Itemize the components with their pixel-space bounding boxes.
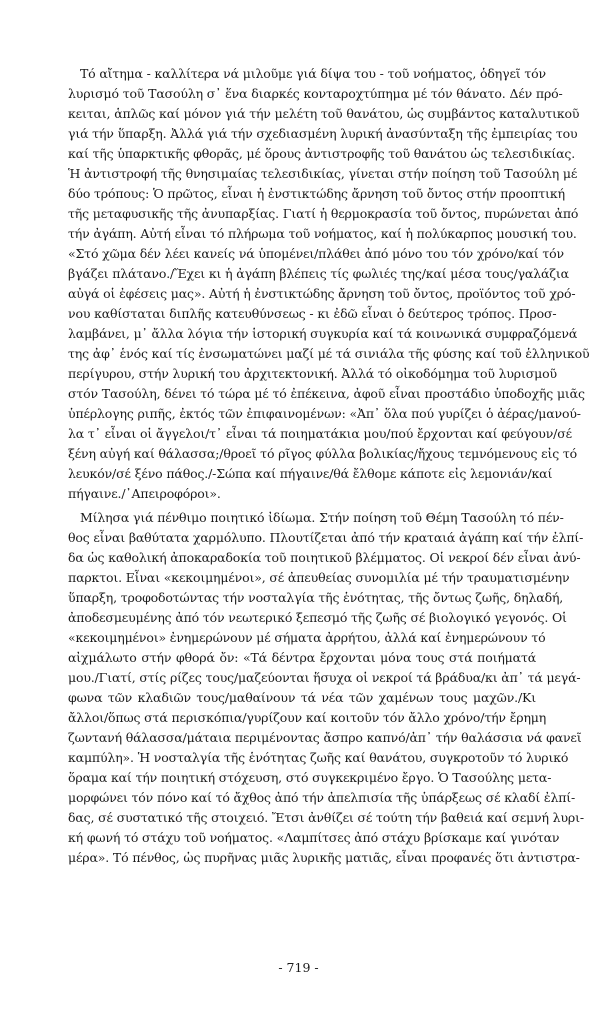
text-line: δας, σέ συστατικό τῆς στοιχειό. Ἔτσι ἀνθίζει σέ τούτη τήν βαθειά καί σεμνή λυρι- [68,810,584,825]
text-line: μου./Γιατί, στίς ρίζες τους/μαζεύονται ἥσυχα οἱ νεκροί τά βράδυα/κι ἀπ᾽ τά μεγά- [68,670,581,685]
text-line: νου καθίσταται διπλῆς κατευθύνσεως - κι ἐδῶ εἶναι ὁ δεύτερος τρόπος. Προσ- [68,306,557,321]
text-line: της ἀφ᾽ ἑνός καί τίς ἐνσωματώνει μαζί μέ τά σινιάλα τῆς φύσης καί τοῦ ἑλληνικοῦ [68,346,590,361]
text-line: καμπύλη». Ἡ νοσταλγία τῆς ἑνότητας ζωῆς καί θανάτου, συγκροτοῦν τό λυρικό [68,750,569,765]
text-line: «Στό χῶμα δέν λέει κανείς νά ὑπομένει/πλάθει ἀπό μόνο του τόν χρόνο/καί τόν [68,246,564,261]
text-line: λα τ᾽ εἶναι οἱ ἄγγελοι/τ᾽ εἶναι τά ποιηματάκια μου/πού ἔρχονται καί φεύγουν/σέ [68,426,572,441]
text-line: Τό αἴτημα - καλλίτερα νά μιλοῦμε γιά δίψα του - τοῦ νοήματος, ὁδηγεῖ τόν [80,66,546,81]
text-line: «κεκοιμημένοι» ἐνημερώνουν μέ σήματα ἀρρήτου, ἀλλά καί ἐνημερώνουν τό [68,630,546,645]
text-line: Μίλησα γιά πένθιμο ποιητικό ἰδίωμα. Στήν ποίηση τοῦ Θέμη Τασούλη τό πέν- [80,510,564,525]
text-line: παρκτοι. Εἶναι «κεκοιμημένοι», σέ ἀπευθείας συνομιλία μέ τήν τραυματισμένην [68,570,570,585]
text-line: περίγυρου, στήν λυρική του ἀρχιτεκτονική. Ἀλλά τό οἰκοδόμημα τοῦ λυρισμοῦ [68,366,557,381]
text-line: θος εἶναι βαθύτατα χαρμόλυπο. Πλουτίζεται ἀπό τήν κραταιά ἀγάπη καί τήν ἐλπί- [68,530,584,545]
text-line: ἄλλοι/ὅπως στά περισκόπια/γυρίζουν καί κοιτοῦν τόν ἄλλο χρόνο/τήν ἔρημη [68,710,547,725]
text-line: αὐγά οἱ ἐφέσεις μας». Αὐτή ἡ ἐνστικτώδης ἄρνηση τοῦ ὄντος, προϊόντος τοῦ χρό- [68,286,576,301]
text-line: λαμβάνει, μ᾽ ἄλλα λόγια τήν ἱστορική συγκυρία καί τά κοινωνικά συμφραζόμενά [68,326,578,341]
text-line: ὅραμα καί τήν ποιητική στόχευση, στό συγκεκριμένο ἔργο. Ὁ Τασούλης μετα- [68,770,552,785]
text-line: τήν ἀγάπη. Αὐτή εἶναι τό πλήρωμα τοῦ νοήματος, καί ἡ πολύκαρπος μουσική του. [68,226,577,241]
text-line: βγάζει πλάτανο./Ἔχει κι ἡ ἀγάπη βλέπεις τίς φωλιές της/καί μέσα τους/γαλάζια [68,266,569,281]
text-line: ὕπαρξη, τροφοδοτώντας τήν νοσταλγία τῆς ἑνότητας, τῆς ὄντως ζωῆς, δηλαδή, [68,590,564,605]
text-line: πήγαινε./᾽Απειροφόροι». [68,486,221,501]
text-line: φωνα τῶν κλαδιῶν τους/μαθαίνουν τά νέα τῶν χαμένων τους μαχῶν./Κι [68,690,536,705]
text-line: μορφώνει τόν πόνο καί τό ἄχθος ἀπό τήν ἀπελπισία τῆς ὑπάρξεως σέ κλαδί ἐλπί- [68,790,576,805]
text-line: λευκόν/σέ ξένο πάθος./-Σώπα καί πήγαινε/θά ἔλθομε κάποτε εἰς λεμονιάν/καί [68,466,553,481]
text-line: δα ὡς καθολική ἀποκαραδοκία τοῦ ποιητικοῦ βλέμματος. Οἱ νεκροί δέν εἶναι ἀνύ- [68,550,581,565]
text-line: ἀποδεσμευμένης ἀπό τόν νεωτερικό ξεπεσμό τῆς ζωῆς σέ βιολογικό γεγονός. Οἱ [68,610,567,625]
text-line: ξένη αὐγή καί θάλασσα;/θροεῖ τό ρῖγος φύλλα βολικίας/ἤχους τεμνόμενους εἰς τό [68,446,578,461]
text-line: μέρα». Τό πένθος, ὡς πυρῆνας μιᾶς λυρικῆς ματιᾶς, εἶναι προφανές ὅτι ἀντιστρα- [68,850,580,865]
text-line: δύο τρόπους: Ὁ πρῶτος, εἶναι ἡ ἐνστικτώδης ἄρνηση τοῦ ὄντος στήν προοπτική [68,186,565,201]
paragraph-2 [68,508,584,868]
text-line: στόν Τασούλη, δένει τό τώρα μέ τό ἐπέκεινα, ἀφοῦ εἶναι προστάδιο ὑποδοχῆς μιᾶς [68,386,585,401]
text-line: γιά τήν ὕπαρξη. Ἀλλά γιά τήν σχεδιασμένη λυρική ἀνασύνταξη τῆς ἐμπειρίας του [68,126,578,141]
page-number: - 719 - [278,960,319,975]
text-line: καί τῆς ὑπαρκτικῆς φθορᾶς, μέ ὅρους ἀντιστροφῆς τοῦ θανάτου ὡς τελεσιδικίας. [68,146,576,161]
text-line: ζωντανή θάλασσα/μάταια περιμένοντας ἄσπρο καπνό/ἀπ᾽ τήν θαλάσσια νά φανεῖ [68,730,582,745]
text-line: Ἡ ἀντιστροφή τῆς θνησιμαίας τελεσιδικίας, γίνεται στήν ποίηση τοῦ Τασούλη μέ [68,166,578,181]
text-body [68,64,590,868]
text-line: ὑπέρλογης ριπῆς, ἐκτός τῶν ἐπιφαινομένων: «Ἀπ᾽ ὅλα πού γυρίζει ὁ ἀέρας/μανού- [68,406,581,421]
text-line: τῆς μεταφυσικῆς τῆς ἀνυπαρξίας. Γιατί ἡ θερμοκρασία τοῦ ὄντος, πυρώνεται ἀπό [68,206,579,221]
text-line: κή φωνή τό στάχυ τοῦ νοήματος. «Λαμπίτσες ἀπό στάχυ βρίσκαμε καί γινόταν [68,830,560,845]
text-line: κειται, ἁπλῶς καί μόνον γιά τήν μελέτη τοῦ θανάτου, ὡς συμβάντος καταλυτικοῦ [68,106,580,121]
text-line: αἰχμάλωτο στήν φθορά ὄν: «Τά δέντρα ἔρχονται μόνα τους στά ποιήματά [68,650,536,665]
paragraph-1 [68,64,590,504]
text-line: λυρισμό τοῦ Τασούλη σ᾽ ἕνα διαρκές κονταροχτύπημα μέ τόν θάνατο. Δέν πρό- [68,86,563,101]
